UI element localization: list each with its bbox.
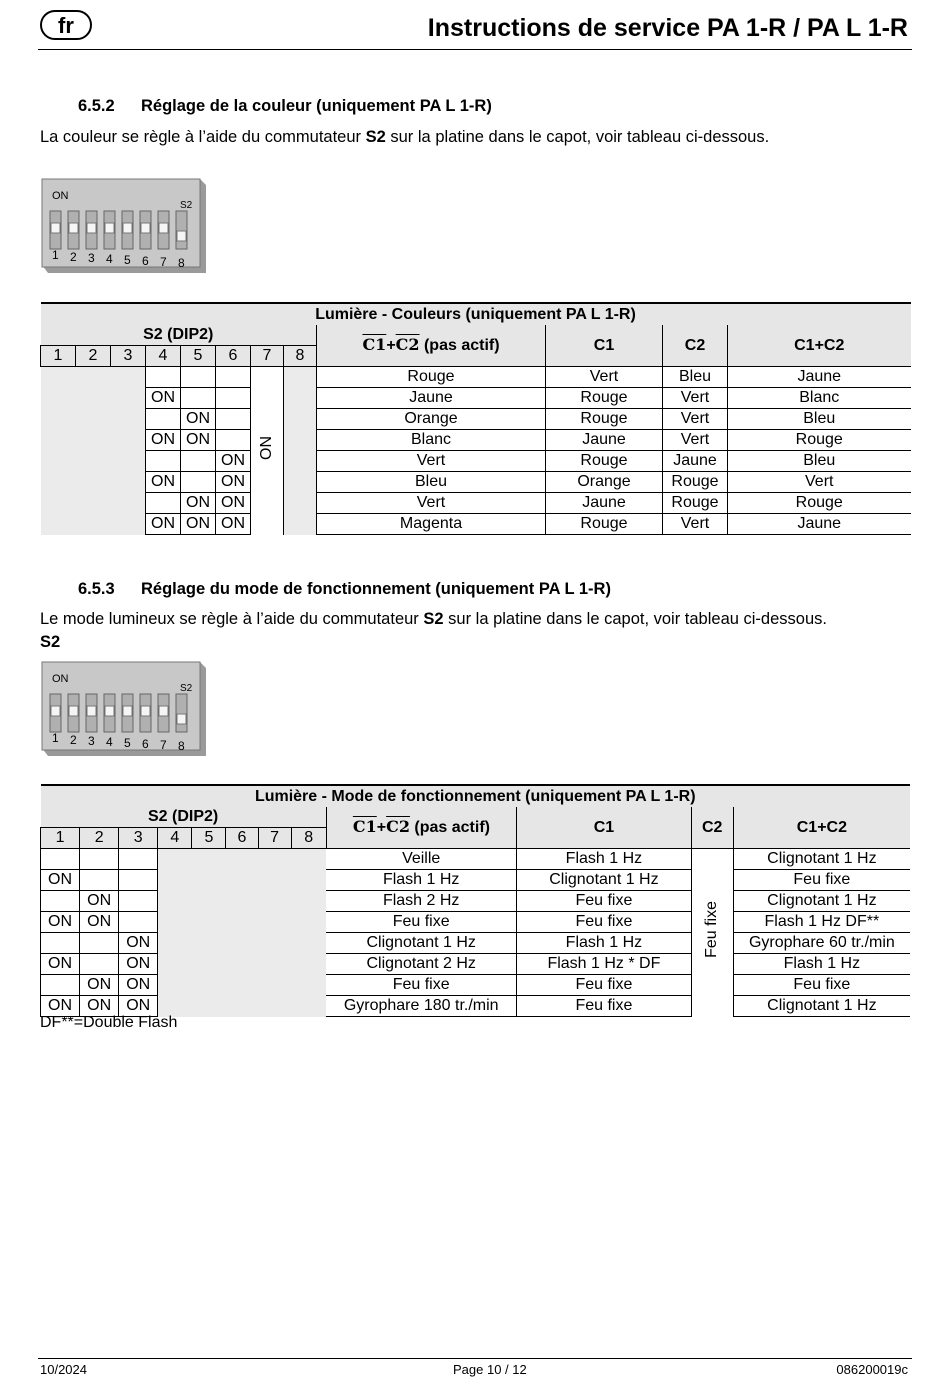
switch-state-cell xyxy=(41,975,80,996)
switch-number: 3 xyxy=(111,346,146,367)
para-bold: S2 xyxy=(423,610,444,628)
switch-state-cell xyxy=(146,367,181,388)
switch-state-cell: ON xyxy=(119,996,158,1017)
c1-overline: C1 xyxy=(362,335,387,354)
dip-switch-illustration xyxy=(40,175,208,275)
footer-rule xyxy=(38,1358,912,1359)
switch-state-cell xyxy=(181,472,216,493)
double-flash-note: DF**=Double Flash xyxy=(40,1014,178,1031)
c1-mode-cell: Feu fixe xyxy=(517,975,691,996)
mode-table xyxy=(40,784,910,1017)
para-text: La couleur se règle à l’aide du commutateur xyxy=(40,128,366,146)
c1-mode-cell: Feu fixe xyxy=(517,996,691,1017)
c1-mode-cell: Flash 1 Hz xyxy=(517,933,691,954)
c1-mode-cell: Feu fixe xyxy=(517,912,691,933)
c1c2-color-cell: Bleu xyxy=(728,409,911,430)
c2-overline: C2 xyxy=(395,335,420,354)
s2-dip-header: S2 (DIP2) xyxy=(41,807,327,828)
switch-state-cell xyxy=(216,388,251,409)
switch-state-cell xyxy=(119,912,158,933)
switch-number: 8 xyxy=(291,828,326,849)
table-caption: Lumière - Mode de fonctionnement (uniquement PA L 1-R) xyxy=(41,785,911,807)
switch-number: 6 xyxy=(216,346,251,367)
inactive-mode-cell: Clignotant 1 Hz xyxy=(326,933,517,954)
svg-text:5: 5 xyxy=(124,253,131,267)
svg-text:4: 4 xyxy=(106,735,113,749)
c2-color-cell: Rouge xyxy=(663,493,728,514)
table-row xyxy=(41,849,911,870)
c1c2-color-cell: Bleu xyxy=(728,451,911,472)
c1-mode-cell: Flash 1 Hz * DF xyxy=(517,954,691,975)
svg-text:6: 6 xyxy=(142,737,149,751)
dip-s2-label: S2 xyxy=(180,200,193,211)
c1-color-cell: Rouge xyxy=(546,514,663,535)
svg-text:1: 1 xyxy=(52,248,59,262)
color-table-body xyxy=(41,367,911,535)
c1c2-mode-cell: Flash 1 Hz DF** xyxy=(733,912,910,933)
c2-overline: C2 xyxy=(386,817,410,836)
switch-number: 7 xyxy=(251,346,284,367)
c1c2-mode-cell: Gyrophare 60 tr./min xyxy=(733,933,910,954)
table-row xyxy=(41,388,911,409)
para-bold: S2 xyxy=(365,128,386,146)
switch-state-cell xyxy=(41,849,80,870)
switch-state-cell xyxy=(181,367,216,388)
switch-state-cell: ON xyxy=(216,514,251,535)
para-text: sur la platine dans le capot, voir tableau ci-dessous. xyxy=(385,128,770,146)
table-row xyxy=(41,430,911,451)
switch-number: 6 xyxy=(226,828,258,849)
switch-state-cell xyxy=(80,933,119,954)
inactive-mode-cell: Gyrophare 180 tr./min xyxy=(326,996,517,1017)
switch-number: 5 xyxy=(192,828,226,849)
section-number: 6.5.3 xyxy=(78,580,115,598)
c1c2-color-cell: Jaune xyxy=(728,367,911,388)
switch-number: 1 xyxy=(41,828,80,849)
c1-color-cell: Rouge xyxy=(546,409,663,430)
switch-state-cell xyxy=(41,891,80,912)
switch-number: 7 xyxy=(258,828,291,849)
para-text: sur la platine dans le capot, voir tableau ci-dessous. xyxy=(443,610,827,628)
inactive-color-cell: Vert xyxy=(317,451,546,472)
c1-mode-cell: Feu fixe xyxy=(517,891,691,912)
svg-text:2: 2 xyxy=(70,250,77,264)
c1-color-cell: Vert xyxy=(546,367,663,388)
c1-color-cell: Jaune xyxy=(546,430,663,451)
c1c2-mode-cell: Clignotant 1 Hz xyxy=(733,849,910,870)
inactive-mode-cell: Feu fixe xyxy=(326,912,517,933)
switch-state-cell: ON xyxy=(119,954,158,975)
switch-state-cell xyxy=(80,954,119,975)
switch-state-cell: ON xyxy=(41,912,80,933)
switch-state-cell xyxy=(80,849,119,870)
switch-state-cell: ON xyxy=(181,430,216,451)
vertical-on-label: ON xyxy=(258,435,275,460)
switch-number: 4 xyxy=(146,346,181,367)
table-row xyxy=(41,451,911,472)
c1c2-color-cell: Vert xyxy=(728,472,911,493)
col-header-c1: C1 xyxy=(546,325,663,367)
switch-state-cell xyxy=(146,451,181,472)
c2-color-cell: Vert xyxy=(663,514,728,535)
col-header-c1: C1 xyxy=(517,807,691,849)
switch-8-cell xyxy=(284,367,317,535)
header-rule xyxy=(38,49,912,50)
switch-state-cell: ON xyxy=(181,409,216,430)
svg-text:7: 7 xyxy=(160,255,167,269)
table-row xyxy=(41,514,911,535)
col-header-inactive: C1+C2 (pas actif) xyxy=(317,325,546,367)
svg-text:2: 2 xyxy=(70,733,77,747)
mode-table-body xyxy=(41,849,911,1017)
svg-text:8: 8 xyxy=(178,739,185,753)
switch-state-cell xyxy=(146,493,181,514)
color-table xyxy=(40,302,911,535)
switch-state-cell: ON xyxy=(80,996,119,1017)
table-caption: Lumière - Couleurs (uniquement PA L 1-R) xyxy=(41,303,911,325)
switch-state-cell xyxy=(181,388,216,409)
svg-text:5: 5 xyxy=(124,736,131,750)
svg-text:6: 6 xyxy=(142,254,149,268)
svg-text:1: 1 xyxy=(52,731,59,745)
switch-state-cell: ON xyxy=(80,891,119,912)
inactive-mode-cell: Flash 1 Hz xyxy=(326,870,517,891)
switch-state-cell: ON xyxy=(41,954,80,975)
switch-state-cell: ON xyxy=(216,451,251,472)
c1-color-cell: Rouge xyxy=(546,388,663,409)
switch-state-cell: ON xyxy=(80,975,119,996)
switch-state-cell xyxy=(80,870,119,891)
col-header-c2: C2 xyxy=(663,325,728,367)
inactive-color-cell: Jaune xyxy=(317,388,546,409)
footer-doc-code: 086200019c xyxy=(836,1362,908,1377)
inactive-color-cell: Bleu xyxy=(317,472,546,493)
c1c2-color-cell: Rouge xyxy=(728,493,911,514)
svg-text:7: 7 xyxy=(160,738,167,752)
svg-text:8: 8 xyxy=(178,256,185,270)
switch-state-cell xyxy=(41,933,80,954)
switch-7-on-cell xyxy=(251,367,284,535)
c1c2-mode-cell: Feu fixe xyxy=(733,870,910,891)
c2-color-cell: Vert xyxy=(663,388,728,409)
c1c2-color-cell: Rouge xyxy=(728,430,911,451)
c1c2-color-cell: Jaune xyxy=(728,514,911,535)
switch-state-cell: ON xyxy=(181,514,216,535)
table-row xyxy=(41,472,911,493)
table-row xyxy=(41,409,911,430)
s2-dip-header: S2 (DIP2) xyxy=(41,325,317,346)
switch-state-cell xyxy=(119,870,158,891)
switch-state-cell xyxy=(119,849,158,870)
s2-label: S2 xyxy=(40,633,61,651)
switch-state-cell: ON xyxy=(146,430,181,451)
section-heading-mode xyxy=(78,580,611,599)
col-header-c1c2: C1+C2 xyxy=(733,807,910,849)
switch-state-cell: ON xyxy=(216,472,251,493)
switch-number: 2 xyxy=(80,828,119,849)
inactive-color-cell: Orange xyxy=(317,409,546,430)
switch-state-cell: ON xyxy=(146,472,181,493)
document-title: Instructions de service PA 1-R / PA L 1-R xyxy=(427,14,908,42)
switch-state-cell: ON xyxy=(216,493,251,514)
c2-color-cell: Vert xyxy=(663,430,728,451)
switch-state-cell: ON xyxy=(181,493,216,514)
c1-mode-cell: Clignotant 1 Hz xyxy=(517,870,691,891)
switch-state-cell: ON xyxy=(41,870,80,891)
switch-state-cell: ON xyxy=(146,388,181,409)
dip-on-label: ON xyxy=(52,190,69,202)
section-number: 6.5.2 xyxy=(78,97,115,115)
switch-number: 3 xyxy=(119,828,158,849)
c1-color-cell: Orange xyxy=(546,472,663,493)
pas-actif-label: (pas actif) xyxy=(409,819,490,836)
inactive-mode-cell: Clignotant 2 Hz xyxy=(326,954,517,975)
inactive-color-cell: Rouge xyxy=(317,367,546,388)
inactive-color-cell: Blanc xyxy=(317,430,546,451)
switch-number: 5 xyxy=(181,346,216,367)
switch-state-cell xyxy=(216,367,251,388)
section-title: Réglage de la couleur (uniquement PA L 1-R) xyxy=(141,97,492,115)
table-row xyxy=(41,367,911,388)
c2-mode-cell xyxy=(691,849,733,1017)
pas-actif-label: (pas actif) xyxy=(419,337,500,354)
c1c2-mode-cell: Clignotant 1 Hz xyxy=(733,891,910,912)
c1c2-mode-cell: Feu fixe xyxy=(733,975,910,996)
inactive-mode-cell: Feu fixe xyxy=(326,975,517,996)
c2-color-cell: Rouge xyxy=(663,472,728,493)
c1-color-cell: Jaune xyxy=(546,493,663,514)
switch-state-cell: ON xyxy=(80,912,119,933)
footer-date: 10/2024 xyxy=(40,1362,87,1377)
c2-color-cell: Jaune xyxy=(663,451,728,472)
c1c2-mode-cell: Clignotant 1 Hz xyxy=(733,996,910,1017)
switch-number: 2 xyxy=(76,346,111,367)
switch-state-cell xyxy=(216,430,251,451)
blank-switch-cell xyxy=(158,849,326,1017)
inactive-mode-cell: Veille xyxy=(326,849,517,870)
c1-color-cell: Rouge xyxy=(546,451,663,472)
inactive-mode-cell: Flash 2 Hz xyxy=(326,891,517,912)
svg-text:4: 4 xyxy=(106,252,113,266)
dip-on-label: ON xyxy=(52,673,69,685)
inactive-color-cell: Vert xyxy=(317,493,546,514)
switch-number: 1 xyxy=(41,346,76,367)
c2-color-cell: Vert xyxy=(663,409,728,430)
switch-state-cell xyxy=(216,409,251,430)
col-header-c2: C2 xyxy=(691,807,733,849)
blank-switch-cell xyxy=(41,367,146,535)
c1-overline: C1 xyxy=(352,817,377,836)
c1c2-mode-cell: Flash 1 Hz xyxy=(733,954,910,975)
dip-s2-label: S2 xyxy=(180,683,193,694)
c2-color-cell: Bleu xyxy=(663,367,728,388)
switch-number: 4 xyxy=(158,828,192,849)
c1c2-color-cell: Blanc xyxy=(728,388,911,409)
switch-state-cell: ON xyxy=(119,975,158,996)
switch-state-cell: ON xyxy=(119,933,158,954)
dip-switch-illustration xyxy=(40,658,208,758)
vertical-feu-fixe-label: Feu fixe xyxy=(703,901,721,959)
section-title: Réglage du mode de fonctionnement (uniquement PA L 1-R) xyxy=(141,580,611,598)
switch-state-cell: ON xyxy=(146,514,181,535)
col-header-inactive: C1+C2 (pas actif) xyxy=(326,807,517,849)
switch-number: 8 xyxy=(284,346,317,367)
svg-text:3: 3 xyxy=(88,734,95,748)
section-heading-color xyxy=(78,97,492,116)
footer-page: Page 10 / 12 xyxy=(453,1362,527,1377)
para-text: Le mode lumineux se règle à l’aide du commutateur xyxy=(40,610,424,628)
section-paragraph xyxy=(40,610,827,629)
inactive-color-cell: Magenta xyxy=(317,514,546,535)
switch-state-cell xyxy=(119,891,158,912)
switch-state-cell xyxy=(181,451,216,472)
c1-mode-cell: Flash 1 Hz xyxy=(517,849,691,870)
table-row xyxy=(41,493,911,514)
section-paragraph xyxy=(40,128,769,147)
svg-text:3: 3 xyxy=(88,251,95,265)
col-header-c1c2: C1+C2 xyxy=(728,325,911,367)
switch-state-cell xyxy=(146,409,181,430)
language-badge: fr xyxy=(40,10,92,40)
switch-state-cell: ON xyxy=(41,996,80,1017)
